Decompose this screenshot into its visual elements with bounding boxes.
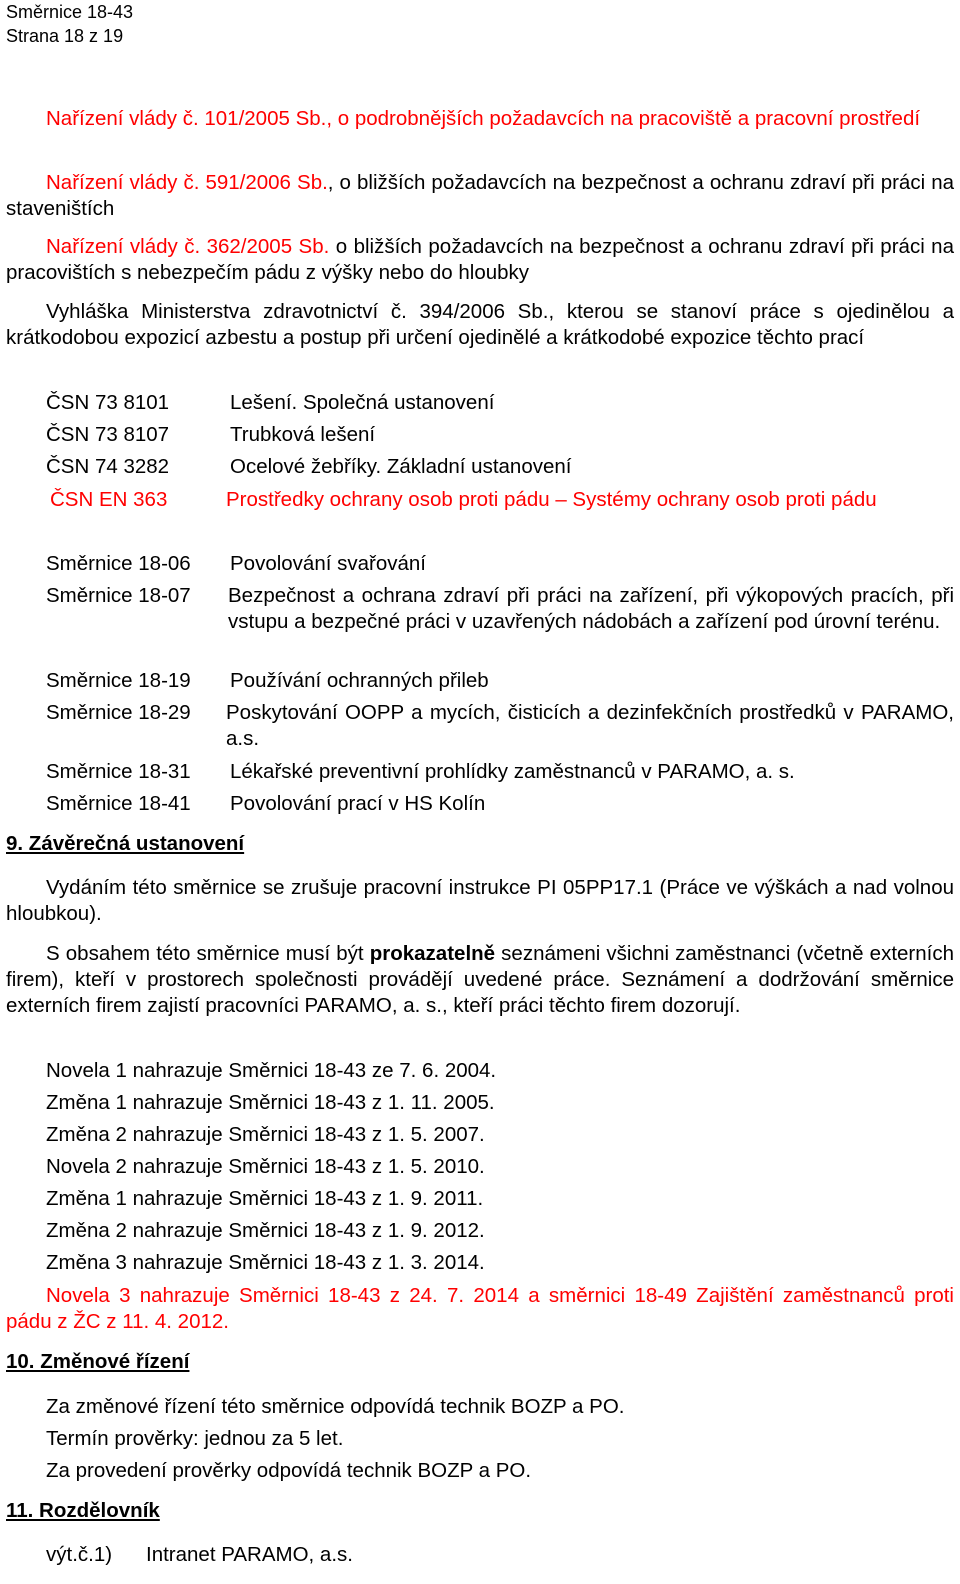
reference-lead: Vyhláška Ministerstva zdravotnictví č. 394/2006 Sb.: [46, 300, 549, 323]
history-item: Novela 2 nahrazuje Směrnici 18-43 z 1. 5. 2010.: [46, 1155, 485, 1178]
section-heading-9: 9. Závěrečná ustanovení: [6, 832, 245, 855]
standard-code: ČSN EN 363: [50, 488, 168, 511]
reference-lead: Nařízení vlády č. 362/2005 Sb.: [46, 235, 330, 258]
directive-row: [46, 700, 954, 752]
reference-lead: Nařízení vlády č. 101/2005 Sb.: [46, 107, 327, 130]
directive-code: Směrnice 18-07: [46, 584, 191, 607]
reference-text: o bližších požadavcích na bezpečnost a ochranu zdraví při práci na pracovištích s nebezpečím pádu z výšky nebo do hloubky: [6, 235, 954, 284]
directive-row: [46, 551, 954, 577]
history-item: Změna 2 nahrazuje Směrnici 18-43 z 1. 9. 2012.: [46, 1219, 485, 1242]
history-item-current: [6, 1283, 954, 1335]
directive-row: [46, 759, 954, 785]
directive-code: Směrnice 18-41: [46, 792, 191, 815]
history-item: Změna 2 nahrazuje Směrnici 18-43 z 1. 5. 2007.: [46, 1123, 485, 1146]
directive-code: Směrnice 18-31: [46, 760, 191, 783]
directive-title: Poskytování OOPP a mycích, čisticích a dezinfekčních prostředků v PARAMO, a.s.: [226, 701, 954, 750]
change-line: Termín prověrky: jednou za 5 let.: [46, 1427, 344, 1450]
paragraph-text: seznámeni všichni zaměstnanci (včetně externích firem), kteří v prostorech společnosti provádějí uvedené práce. Seznámení a dodržování směrnice externích firem zajistí pracovníci PARAMO, a. s., kteří práci těchto firem dozorují.: [6, 942, 954, 1017]
standard-code: ČSN 73 8107: [46, 423, 170, 446]
distribution-recipient: Intranet PARAMO, a.s.: [146, 1543, 353, 1566]
directive-title: Lékařské preventivní prohlídky zaměstnanců v PARAMO, a. s.: [230, 760, 795, 783]
standard-title: Ocelové žebříky. Základní ustanovení: [230, 455, 572, 478]
standard-row: [46, 390, 954, 416]
history-item: Změna 1 nahrazuje Směrnici 18-43 z 1. 9. 2011.: [46, 1187, 484, 1210]
standard-title: Trubková lešení: [230, 423, 376, 446]
directive-row: [46, 668, 954, 694]
directive-code: Směrnice 18-06: [46, 552, 191, 575]
standard-row: [46, 422, 954, 448]
change-line: Za změnové řízení této směrnice odpovídá technik BOZP a PO.: [46, 1395, 625, 1418]
standard-row: [46, 487, 954, 539]
directive-title: Povolování prací v HS Kolín: [230, 792, 486, 815]
standard-row: [46, 454, 954, 480]
page-number: Strana 18 z 19: [6, 26, 124, 46]
directive-title: Bezpečnost a ochrana zdraví při práci na zařízení, při výkopových pracích, při vstupu a bezpečné práci v uzavřených nádobách a zařízení pod úrovní terénu.: [228, 584, 954, 633]
reference-item: [6, 170, 954, 222]
paragraph: [6, 941, 954, 1019]
page-header: [6, 0, 133, 48]
paragraph-text: S obsahem této směrnice musí být: [46, 942, 370, 965]
standard-code: ČSN 73 8101: [46, 391, 170, 414]
directive-title: Používání ochranných přileb: [230, 669, 489, 692]
reference-text: , o podrobnějších požadavcích na pracoviště a pracovní prostředí: [326, 107, 921, 130]
history-text: Novela 3 nahrazuje Směrnici 18-43 z 24. 7. 2014 a směrnici 18-49 Zajištění zaměstnanců proti pádu z ŽC z 11. 4. 2012.: [6, 1284, 954, 1333]
paragraph-text: Vydáním této směrnice se zrušuje pracovní instrukce PI 05PP17.1 (Práce ve výškách a nad volnou hloubkou).: [6, 876, 954, 925]
directive-row: [46, 791, 954, 817]
reference-text: , kterou se stanoví práce s ojedinělou a krátkodobou expozicí azbestu a postup při určení ojedinělé a krátkodobé expozice těchto prací: [6, 300, 954, 349]
directive-code: Směrnice 18-19: [46, 669, 191, 692]
standard-title: Prostředky ochrany osob proti pádu – Systémy ochrany osob proti pádu: [226, 488, 877, 511]
reference-item: [6, 106, 954, 132]
distribution-copy-number: výt.č.1): [46, 1543, 113, 1566]
change-line: Za provedení prověrky odpovídá technik BOZP a PO.: [46, 1459, 532, 1482]
reference-lead: Nařízení vlády č. 591/2006 Sb.: [46, 171, 328, 194]
history-item: Novela 1 nahrazuje Směrnici 18-43 ze 7. 6. 2004.: [46, 1059, 497, 1082]
history-item: Změna 1 nahrazuje Směrnici 18-43 z 1. 11. 2005.: [46, 1091, 495, 1114]
section-heading-10: 10. Změnové řízení: [6, 1350, 190, 1373]
standard-title: Lešení. Společná ustanovení: [230, 391, 495, 414]
reference-text: , o bližších požadavcích na bezpečnost a ochranu zdraví při práci na staveništích: [6, 171, 954, 220]
directive-title: Povolování svařování: [230, 552, 427, 575]
paragraph: [6, 875, 954, 927]
reference-item: [6, 299, 954, 351]
directive-code: Směrnice 18-29: [46, 701, 191, 724]
section-heading-11: 11. Rozdělovník: [6, 1499, 160, 1522]
document-id: Směrnice 18-43: [6, 2, 134, 22]
standard-code: ČSN 74 3282: [46, 455, 170, 478]
directive-row: [46, 583, 954, 661]
reference-item: [6, 234, 954, 286]
emphasis: prokazatelně: [369, 942, 496, 965]
history-item: Změna 3 nahrazuje Směrnici 18-43 z 1. 3. 2014.: [46, 1251, 485, 1274]
